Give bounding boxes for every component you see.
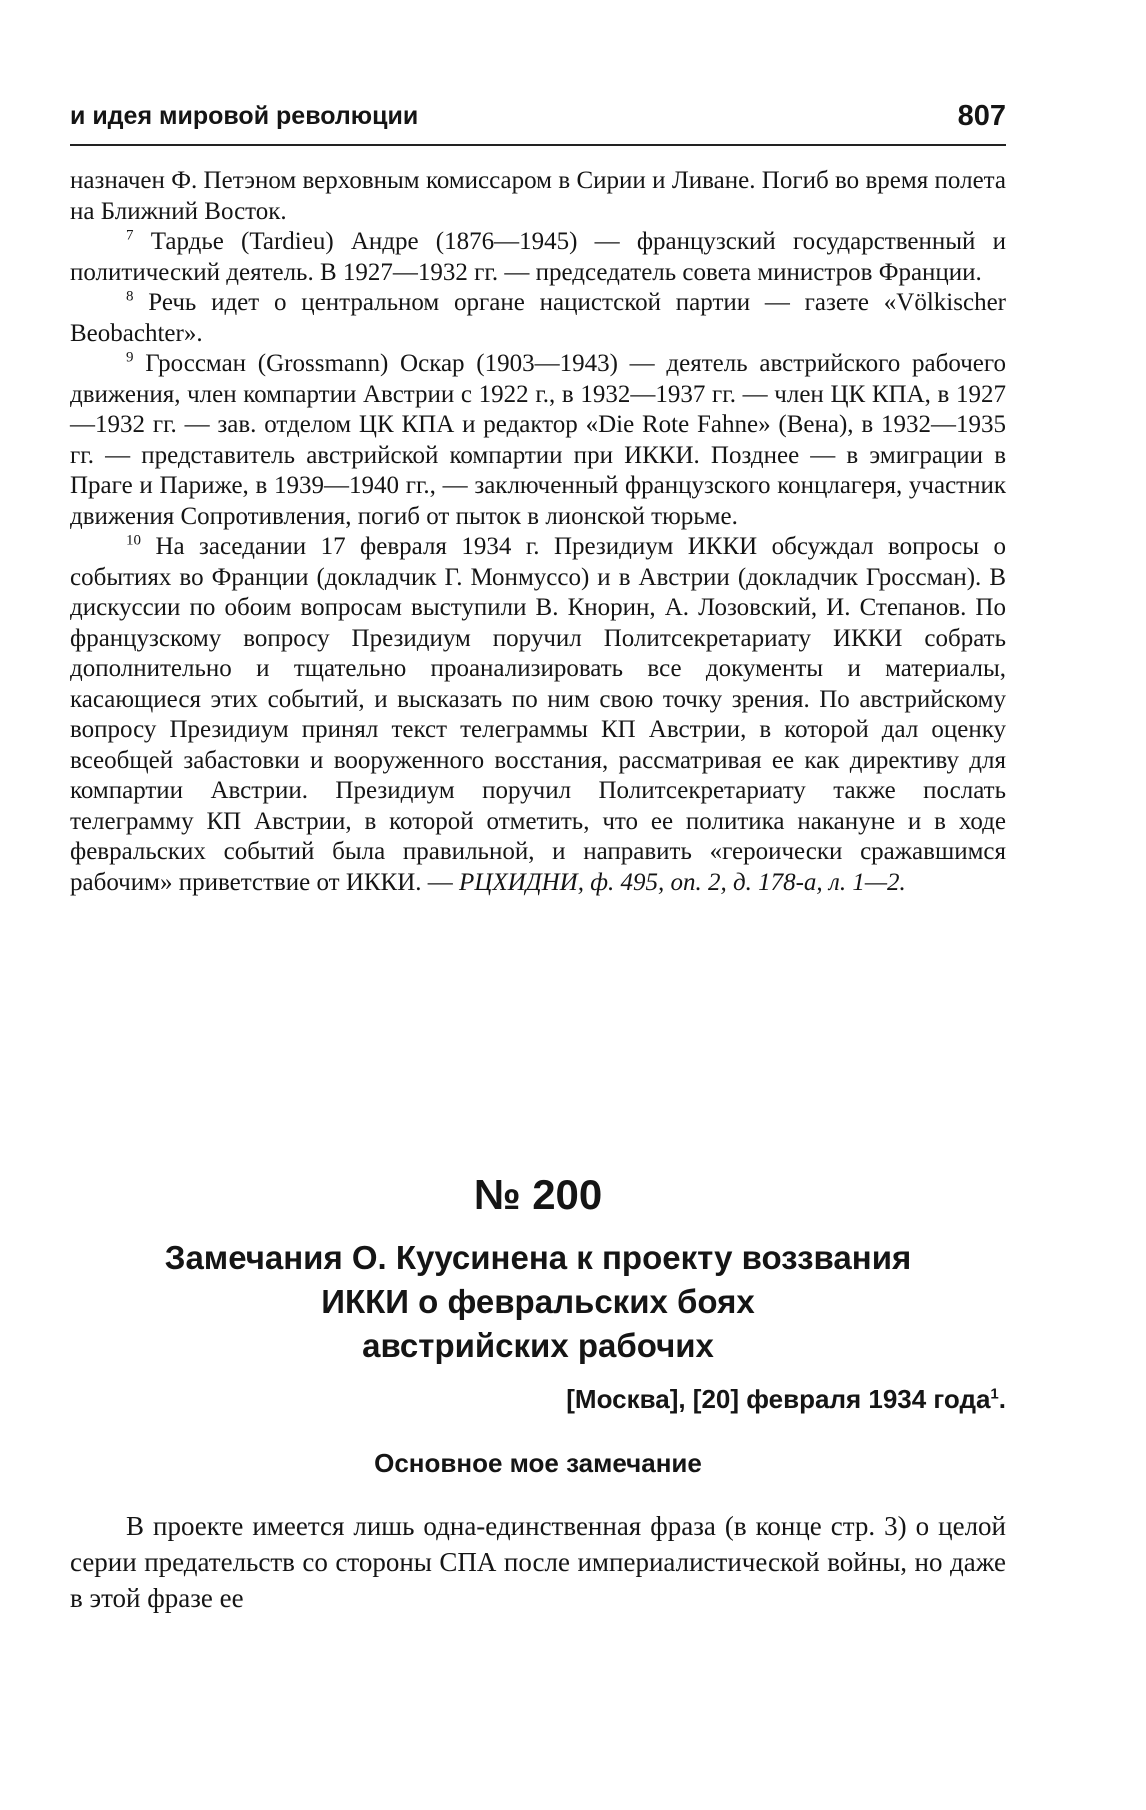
note-10: [70, 532, 1006, 898]
document-title-line-1: Замечания О. Куусинена к проекту воззвания: [164, 1239, 912, 1276]
document-dateline: [70, 1384, 1006, 1415]
body-paragraph: В проекте имеется лишь одна-единственная фраза (в конце стр. 3) о целой серии предательств со стороны СПА после империалистической войны, но даже в этой фразе ее: [70, 1511, 1006, 1613]
running-head: [70, 98, 1006, 146]
note-6-continuation: [70, 166, 1006, 227]
note-9-mark: 9: [126, 349, 134, 366]
dateline-period: .: [998, 1384, 1006, 1414]
document-title: [70, 1236, 1006, 1368]
note-7: [70, 227, 1006, 288]
note-7-mark: 7: [126, 227, 134, 244]
note-9-text: Гроссман (Grossmann) Оскар (1903—1943) — деятель австрийского рабочего движения, член компартии Австрии с 1922 г., в 1932—1937 гг. — член ЦК КПА, в 1927—1932 гг. — зав. отделом ЦК КПА и редактор «Die Rote Fahne» (Вена), в 1932—1935 гг. — представитель австрийской компартии при ИККИ. Позднее — в эмиграции в Праге и Париже, в 1939—1940 гг., — заключенный французского концлагеря, участник движения Сопротивления, погиб от пыток в лионской тюрьме.: [70, 350, 1006, 530]
note-7-text: Тардье (Tardieu) Андре (1876—1945) — французский государственный и политический деятель. В 1927—1932 гг. — председатель совета министров Франции.: [70, 228, 1006, 286]
dateline-text: [Москва], [20] февраля 1934 года: [566, 1384, 991, 1414]
note-9: [70, 349, 1006, 532]
note-10-archive-reference: РЦХИДНИ, ф. 495, оп. 2, д. 178-а, л. 1—2.: [459, 868, 906, 896]
running-title: и идея мировой революции: [70, 102, 419, 130]
note-6-text: назначен Ф. Петэном верховным комиссаром в Сирии и Ливане. Погиб во время полета на Ближний Восток.: [70, 167, 1006, 225]
note-8-mark: 8: [126, 288, 134, 305]
note-10-text: На заседании 17 февраля 1934 г. Президиум ИККИ обсуждал вопросы о событиях во Франции (докладчик Г. Монмуссо) и в Австрии (докладчик Гроссман). В дискуссии по обоим вопросам выступили В. Кнорин, А. Лозовский, И. Степанов. По французскому вопросу Президиум поручил Политсекретариату ИККИ собрать дополнительно и тщательно проанализировать все документы и материалы, касающиеся этих событий, и высказать по ним свою точку зрения. По австрийскому вопросу Президиум принял текст телеграммы КП Австрии, в которой дал оценку всеобщей забастовки и вооруженного восстания, рассматривая ее как директиву для компартии Австрии. Президиум поручил Политсекретариату также послать телеграмму КП Австрии, в которой отметить, что ее политика накануне и в ходе февральских событий была правильной, и направить «героически сражавшимся рабочим» приветствие от ИККИ. —: [70, 533, 1006, 896]
note-10-mark: 10: [126, 532, 141, 549]
dateline-footnote-mark: 1: [990, 1385, 999, 1403]
footnotes: [70, 166, 1006, 898]
document-number: № 200: [473, 1171, 603, 1218]
document-title-line-2: ИККИ о февральских боях: [321, 1283, 755, 1320]
note-8: [70, 288, 1006, 349]
section-title: Основное мое замечание: [374, 1448, 702, 1478]
page-number: 807: [957, 100, 1006, 132]
note-8-text: Речь идет о центральном органе нацистской партии — газете «Völkischer Beobachter».: [70, 289, 1006, 347]
document-title-line-3: австрийских рабочих: [362, 1327, 714, 1364]
